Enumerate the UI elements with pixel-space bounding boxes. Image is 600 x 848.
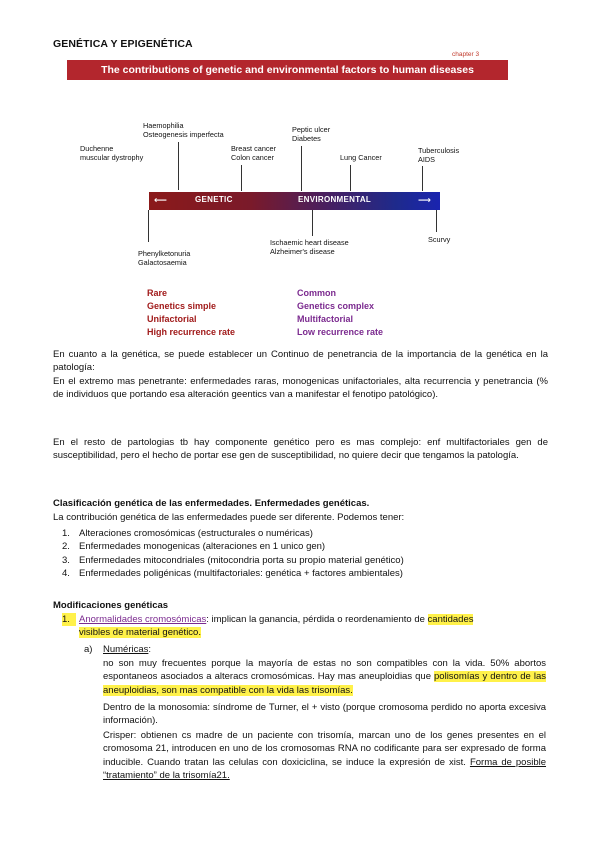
chapter-label: chapter 3 bbox=[452, 51, 480, 58]
connector-line bbox=[436, 210, 437, 232]
subitem-a-body-2: Dentro de la monosomia: síndrome de Turner, el + visto (porque cromosoma perdido no aporta excesiva información). bbox=[103, 702, 546, 727]
environmental-traits-list: Common Genetics complex Multifactorial Low recurrence rate bbox=[297, 288, 384, 337]
label-breast-colon: Breast cancer Colon cancer bbox=[231, 144, 277, 162]
section-heading-clasificacion: Clasificación genética de las enfermedades. Enfermedades genéticas. bbox=[53, 498, 370, 509]
paragraph-penetrancia: En cuanto a la genética, se puede establecer un Continuo de penetrancia de la importancia de la genética en la patología: bbox=[53, 349, 548, 374]
connector-line bbox=[422, 166, 423, 191]
document-title: GENÉTICA Y EPIGENÉTICA bbox=[53, 38, 193, 50]
list-item: 1. Alteraciones cromosómicas (estructurales o numéricas) bbox=[62, 528, 313, 539]
list-item: 4. Enfermedades poligénicas (multifactoriales: genética + factores ambientales) bbox=[62, 568, 403, 580]
paragraph-resto: En el resto de partologias tb hay componente genético pero es mas complejo: enf multifactoriales gen de susceptibilidad, pero el hecho de portar ese gen de susceptibilidad, no quiere decir que tengamos la patología. bbox=[53, 437, 548, 462]
bar-label-genetic: GENETIC bbox=[195, 195, 233, 204]
arrow-left-icon: ⟵ bbox=[154, 195, 167, 205]
bar-label-environmental: ENVIRONMENTAL bbox=[298, 195, 372, 204]
list-item: 3. Enfermedades mitocondriales (mitocondria porta su propio material genético) bbox=[62, 554, 404, 566]
label-lung-cancer: Lung Cancer bbox=[340, 153, 382, 162]
subitem-a-body-3: Crisper: obtienen cs madre de un paciente con trisomía, marcan uno de los genes presentes en el cromosoma 21, introducen en uno de los cromosomas RNA no codificante para ser expresado de forma inducible. Cuando tratan las celulas con doxiciclina, se induce la expresión de xist. Forma de posible “tratamiento” de la trisomía21. bbox=[103, 730, 547, 782]
section-heading-modificaciones: Modificaciones genéticas bbox=[53, 600, 169, 611]
label-pku-galactosaemia: Phenylketonuria Galactosaemia bbox=[138, 249, 191, 267]
label-scurvy: Scurvy bbox=[428, 235, 451, 244]
genetic-environmental-figure bbox=[60, 115, 520, 355]
anormalidades-link[interactable]: Anormalidades cromosómicas bbox=[79, 614, 207, 625]
label-duchenne: Duchenne muscular dystrophy bbox=[80, 144, 144, 162]
classification-list bbox=[62, 527, 404, 581]
figure-banner: The contributions of genetic and environmental factors to human diseases bbox=[67, 60, 508, 80]
section-intro: La contribución genética de las enfermedades puede ser diferente. Podemos tener: bbox=[53, 512, 405, 523]
subitem-a-body-1: no son muy frecuentes porque la mayoría de estas no son compatibles con la vida. 50% abortos espontaneos asociados a alteracs cromosómicas. Hay mas aneuploidias que polisomías y dentro de las aneuploidias, son mas compatible con la vida las trisomías. bbox=[103, 658, 546, 696]
connector-line bbox=[178, 142, 179, 190]
genetic-traits-list: Rare Genetics simple Unifactorial High recurrence rate bbox=[147, 288, 236, 337]
label-tb-aids: Tuberculosis AIDS bbox=[418, 146, 460, 164]
connector-line bbox=[350, 165, 351, 191]
arrow-right-icon: ⟶ bbox=[418, 195, 431, 205]
paragraph-extremo: En el extremo mas penetrante: enfermedades raras, monogenicas unifactoriales, alta recurrencia y penetrancia (% de individuos que portando esa alteración geentics van a manifestar el fenotipo patológico). bbox=[53, 376, 548, 401]
subitem-a-header: a) Numéricas: bbox=[84, 644, 152, 655]
genetic-environmental-bar bbox=[149, 192, 440, 210]
list-item: 2. Enfermedades monogenicas (alteraciones en 1 unico gen) bbox=[62, 541, 326, 553]
modification-item-1: 1. Anormalidades cromosómicas: implican la ganancia, pérdida o reordenamiento de cantidades visibles de material genético. bbox=[62, 614, 474, 639]
connector-line bbox=[241, 165, 242, 191]
connector-line bbox=[148, 210, 149, 242]
connector-line bbox=[312, 210, 313, 236]
connector-line bbox=[301, 146, 302, 191]
label-haemophilia: Haemophilia Osteogenesis imperfecta bbox=[143, 121, 224, 139]
label-peptic-diabetes: Peptic ulcer Diabetes bbox=[292, 125, 331, 143]
label-ischaemic-alzheimer: Ischaemic heart disease Alzheimer's disease bbox=[270, 238, 349, 256]
